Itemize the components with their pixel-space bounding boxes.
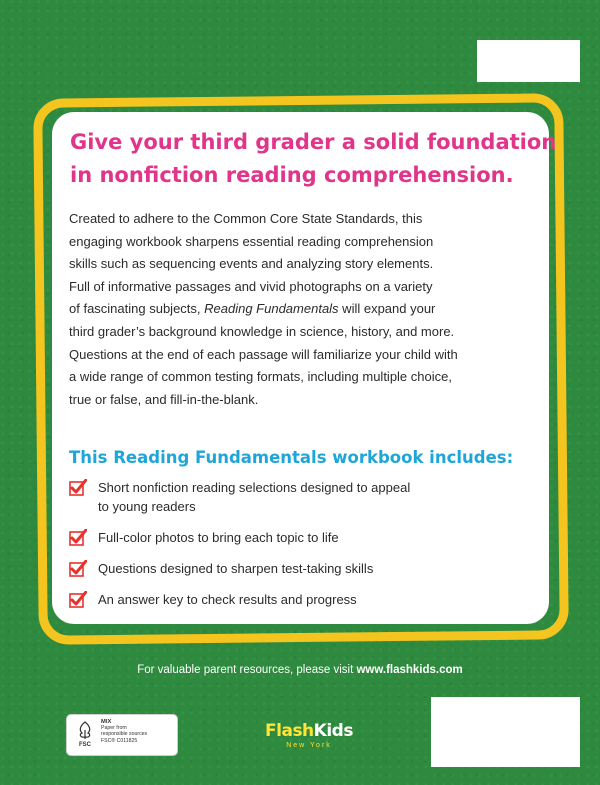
list-item — [69, 478, 539, 528]
fsc-label — [66, 714, 178, 756]
description-paragraph — [69, 208, 539, 411]
checkmark-icon — [69, 479, 87, 496]
body-line-5-pre: of fascinating subjects, — [69, 301, 205, 317]
body-line-2: engaging workbook sharpens essential reading comprehension — [69, 233, 434, 249]
headline — [70, 126, 557, 192]
flashkids-logo — [259, 721, 359, 749]
body-line-7: Questions at the end of each passage will familiarize your child with — [69, 346, 458, 362]
list-item-line-1: An answer key to check results and progress — [98, 592, 357, 607]
website-link[interactable]: www.flashkids.com — [356, 664, 463, 676]
list-item-line-1: Short nonfiction reading selections designed to appeal — [98, 480, 411, 495]
book-title: Reading Fundamentals — [204, 301, 339, 317]
list-item-line-2: to young readers — [98, 499, 196, 514]
list-item — [69, 528, 539, 559]
list-item-line-1: Questions designed to sharpen test-taking skills — [98, 561, 374, 576]
list-item-line-1: Full-color photos to bring each topic to life — [98, 530, 339, 545]
body-line-1: Created to adhere to the Common Core State Standards, this — [69, 211, 423, 226]
body-line-3: skills such as sequencing events and analyzing story elements. — [69, 256, 434, 272]
fsc-line-1: Paper from — [101, 725, 127, 732]
checkmark-icon — [69, 591, 87, 608]
fsc-logo-text: FSC — [79, 742, 91, 748]
publisher-name — [259, 721, 359, 741]
body-line-5-post: will expand your — [338, 301, 436, 317]
body-line-4: Full of informative passages and vivid photographs on a variety — [69, 278, 433, 294]
fsc-tree-icon — [74, 720, 96, 748]
description-card — [52, 112, 557, 624]
price-sticker-placeholder — [431, 697, 580, 767]
list-item — [69, 559, 539, 590]
fsc-mix: MIX — [101, 719, 112, 725]
body-line-5 — [69, 298, 539, 321]
parent-resources-text: For valuable parent resources, please visit — [137, 664, 357, 676]
publisher-city: New York — [286, 742, 332, 749]
checkmark-icon — [69, 560, 87, 577]
barcode-placeholder — [477, 40, 580, 82]
body-line-9: true or false, and fill-in-the-blank. — [69, 391, 259, 407]
list-item — [69, 590, 539, 621]
fsc-code: FSC® C011825 — [101, 737, 138, 744]
publisher-name-flash: Flash — [265, 721, 314, 741]
parent-resources-note — [0, 664, 600, 676]
body-line-6: third grader’s background knowledge in science, history, and more. — [69, 323, 455, 339]
headline-line-2: in nonfiction reading comprehension. — [70, 163, 514, 187]
publisher-name-kids: Kids — [313, 721, 353, 741]
includes-list — [69, 478, 539, 621]
fsc-line-2: responsible sources — [101, 731, 148, 738]
headline-line-1: Give your third grader a solid foundation — [70, 130, 557, 154]
includes-heading: This Reading Fundamentals workbook includes: — [69, 448, 514, 467]
fsc-text — [101, 719, 175, 744]
checkmark-icon — [69, 529, 87, 546]
body-line-8: a wide range of common testing formats, including multiple choice, — [69, 369, 452, 385]
